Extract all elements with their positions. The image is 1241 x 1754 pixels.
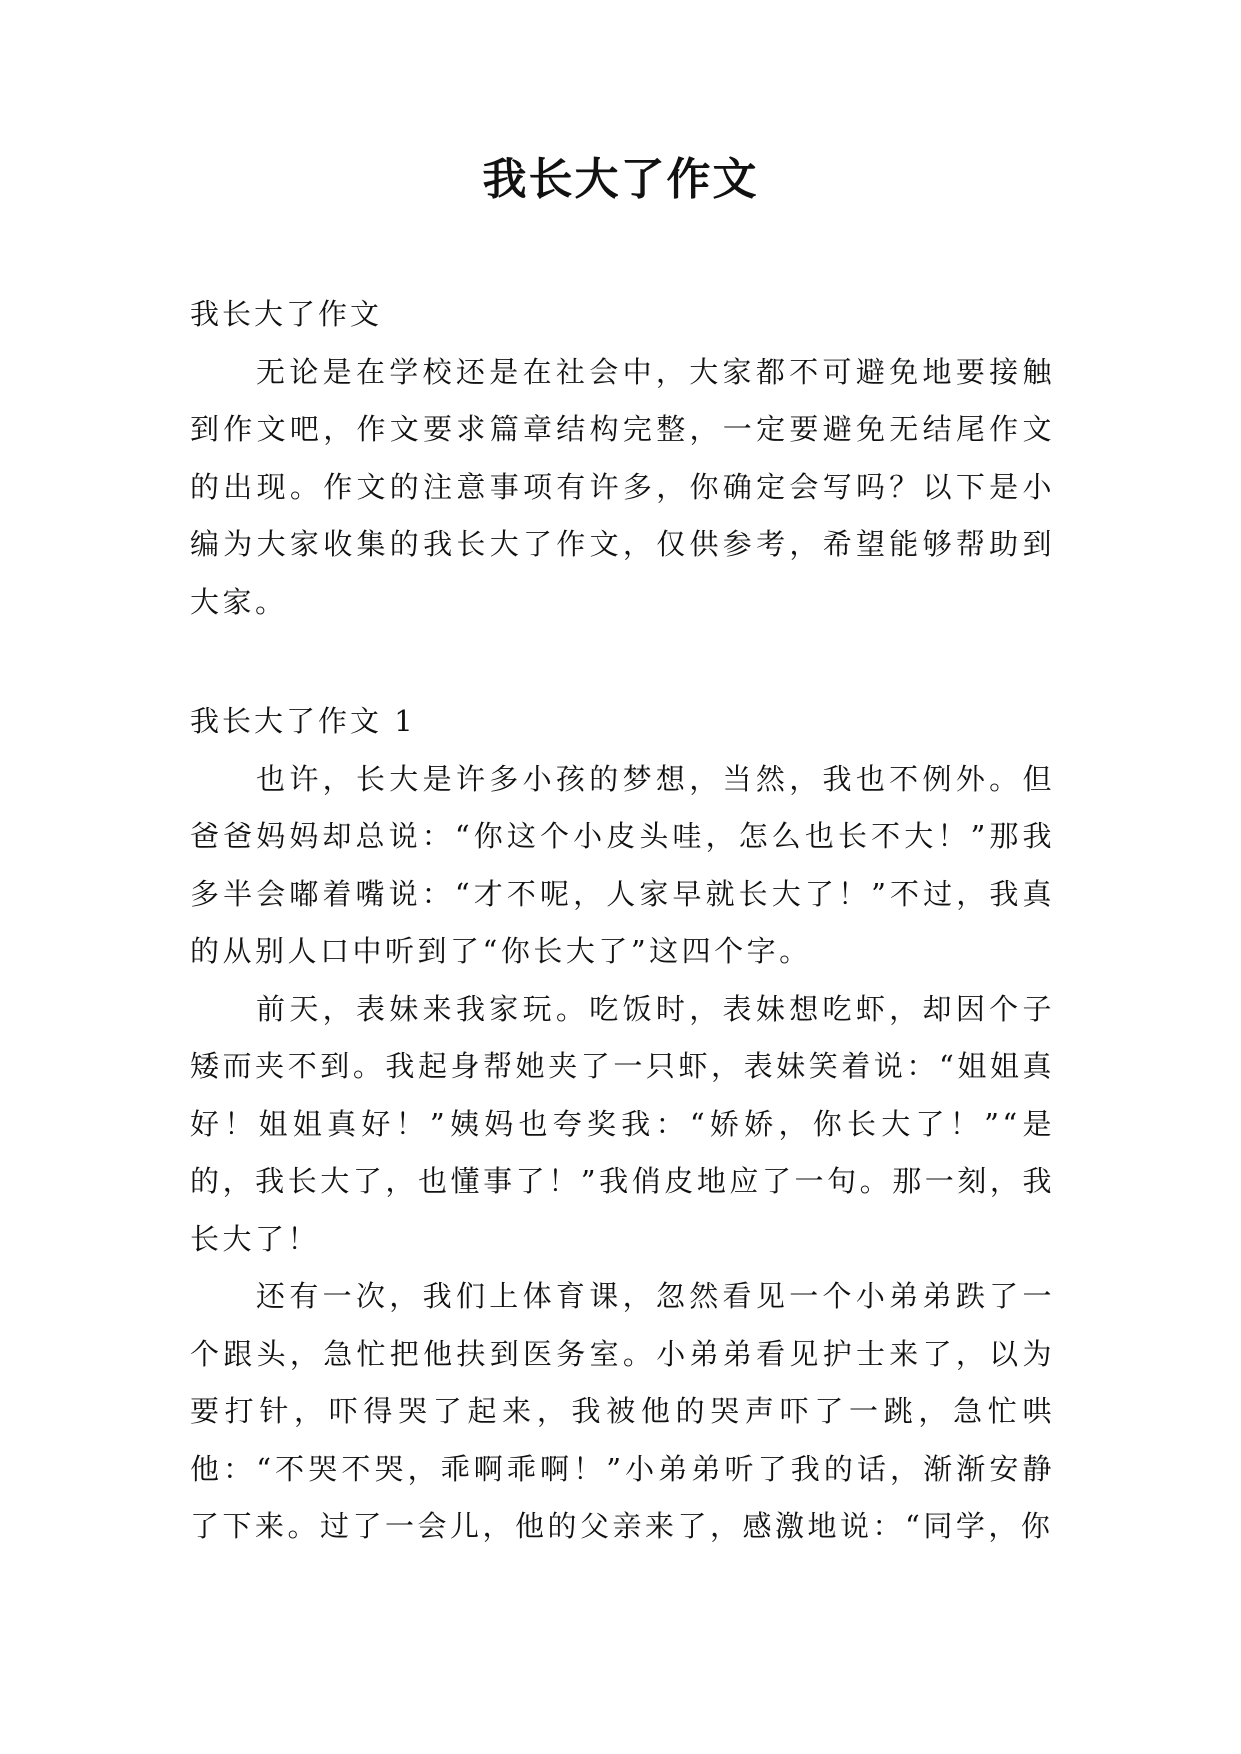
essay-1-paragraph-2: 前天，表妹来我家玩。吃饭时，表妹想吃虾，却因个子矮而夹不到。我起身帮她夹了一只虾，表妹笑着说：“姐姐真好！姐姐真好！”姨妈也夸奖我：“娇娇，你长大了！”“是的，我长大了，也懂事了！”我俏皮地应了一句。那一刻，我长大了！	[190, 991, 1055, 1256]
intro-heading: 我长大了作文	[190, 297, 383, 331]
intro-section	[190, 286, 1055, 631]
essay-1-section	[190, 693, 1055, 1556]
document-title: 我长大了作文	[482, 154, 759, 205]
essay-1-paragraph-1: 也许，长大是许多小孩的梦想，当然，我也不例外。但爸爸妈妈却总说：“你这个小皮头哇，怎么也长不大！”那我多半会嘟着嘴说：“才不呢，人家早就长大了！”不过，我真的从别人口中听到了“你长大了”这四个字。	[190, 761, 1055, 968]
essay-1-heading: 我长大了作文 1	[190, 704, 416, 738]
essay-1-paragraph-3: 还有一次，我们上体育课，忽然看见一个小弟弟跌了一个跟头，急忙把他扶到医务室。小弟弟看见护士来了，以为要打针，吓得哭了起来，我被他的哭声吓了一跳，急忙哄他：“不哭不哭，乖啊乖啊！”小弟弟听了我的话，渐渐安静了下来。过了一会儿，他的父亲来了，感激地说：“同学，你	[190, 1279, 1055, 1543]
intro-paragraph: 无论是在学校还是在社会中，大家都不可避免地要接触到作文吧，作文要求篇章结构完整，一定要避免无结尾作文的出现。作文的注意事项有许多，你确定会写吗？以下是小编为大家收集的我长大了作文，仅供参考，希望能够帮助到大家。	[190, 354, 1055, 619]
